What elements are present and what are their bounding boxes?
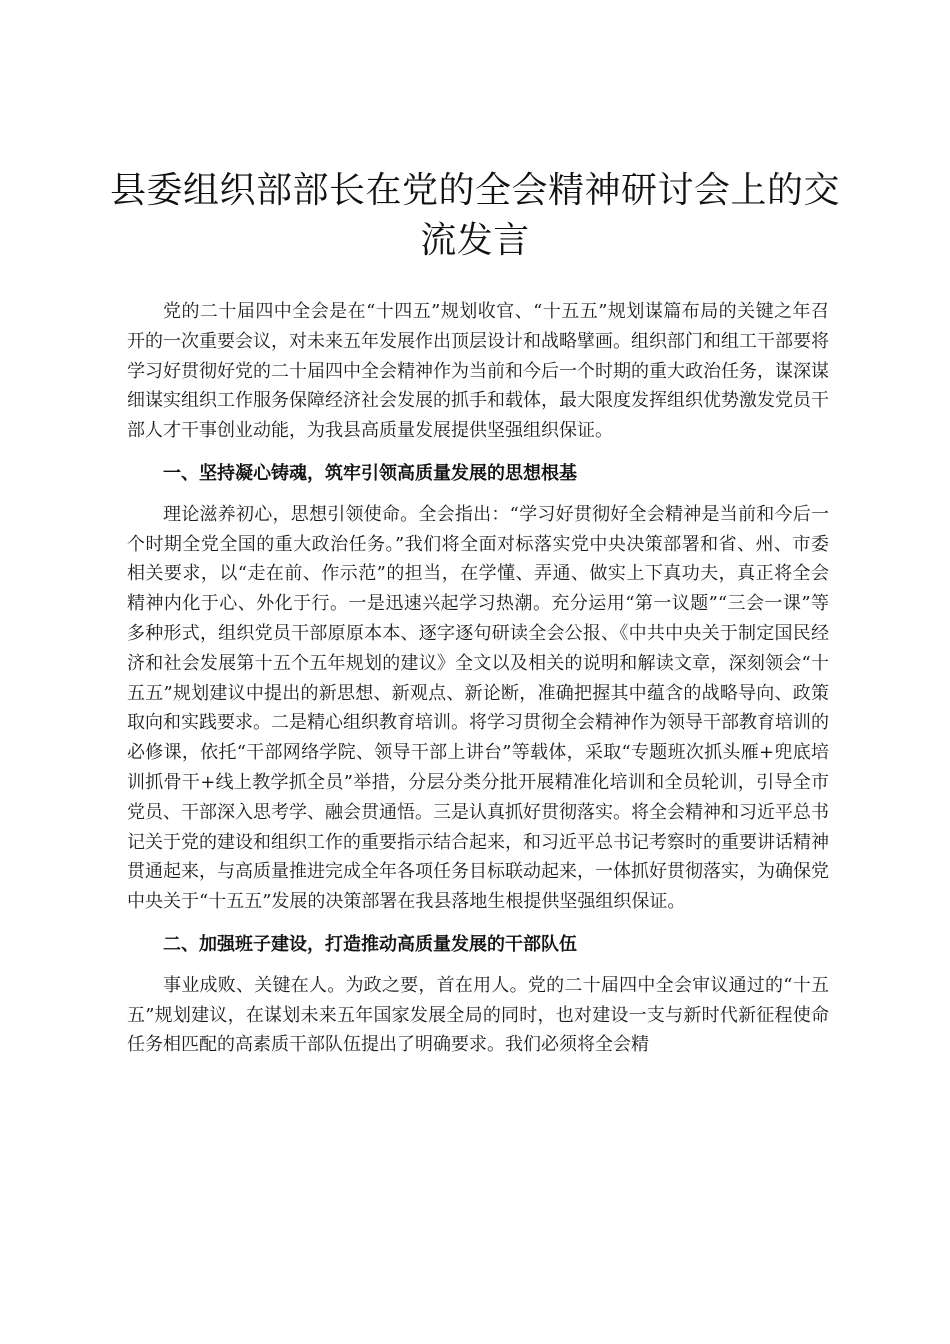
spacer [127,489,829,500]
section-1-heading: 一、坚持凝心铸魂，筑牢引领高质量发展的思想根基 [163,462,577,484]
section-2-paragraph: 事业成败、关键在人。为政之要，首在用人。党的二十届四中全会审议通过的“十五五”规划建议，在谋划未来五年国家发展全局的同时，也对建设一支与新时代新征程使命任务相匹配的高素质干部队伍提出了明确要求。我们必须将全会精 [127,974,829,1056]
document-title: 县委组织部部长在党的全会精神研讨会上的交流发言 [110,170,841,261]
spacer [127,446,829,459]
section-1-paragraph: 理论滋养初心，思想引领使命。全会指出：“学习好贯彻好全会精神是当前和今后一个时期全党全国的重大政治任务。”我们将全面对标落实党中央决策部署和省、州、市委相关要求，以“走在前、作示范”的担当，在学懂、弄通、做实上下真功夫，真正将全会精神内化于心、外化于行。一是迅速兴起学习热潮。充分运用“第一议题”“三会一课”等多种形式，组织党员干部原原本本、逐字逐句研读全会公报、《中共中央关于制定国民经济和社会发展第十五个五年规划的建议》全文以及相关的说明和解读文章，深刻领会“十五五”规划建议中提出的新思想、新观点、新论断，准确把握其中蕴含的战略导向、政策取向和实践要求。二是精心组织教育培训。将学习贯彻全会精神作为领导干部教育培训的必修课，依托“干部网络学院、领导干部上讲台”等载体，采取“专题班次抓头雁+兜底培训抓骨干+线上教学抓全员”举措，分层分类分批开展精准化培训和全员轮训，引导全市党员、干部深入思考学、融会贯通悟。三是认真抓好贯彻落实。将全会精神和习近平总书记关于党的建设和组织工作的重要指示结合起来，和习近平总书记考察时的重要讲话精神贯通起来，与高质量推进完成全年各项任务目标联动起来，一体抓好贯彻落实，为确保党中央关于“十五五”发展的决策部署在我县落地生根提供坚强组织保证。 [127,503,829,913]
intro-paragraph: 党的二十届四中全会是在“十四五”规划收官、“十五五”规划谋篇布局的关键之年召开的一次重要会议，对未来五年发展作出顶层设计和战略擘画。组织部门和组工干部要将学习好贯彻好党的二十届四中全会精神作为当前和今后一个时期的重大政治任务，谋深谋细谋实组织工作服务保障经济社会发展的抓手和载体，最大限度发挥组织优势激发党员干部人才干事创业动能，为我县高质量发展提供坚强组织保证。 [127,301,829,442]
document-body [127,297,829,1060]
spacer [127,917,829,930]
spacer [127,960,829,971]
section-2-heading: 二、加强班子建设，打造推动高质量发展的干部队伍 [163,933,577,955]
